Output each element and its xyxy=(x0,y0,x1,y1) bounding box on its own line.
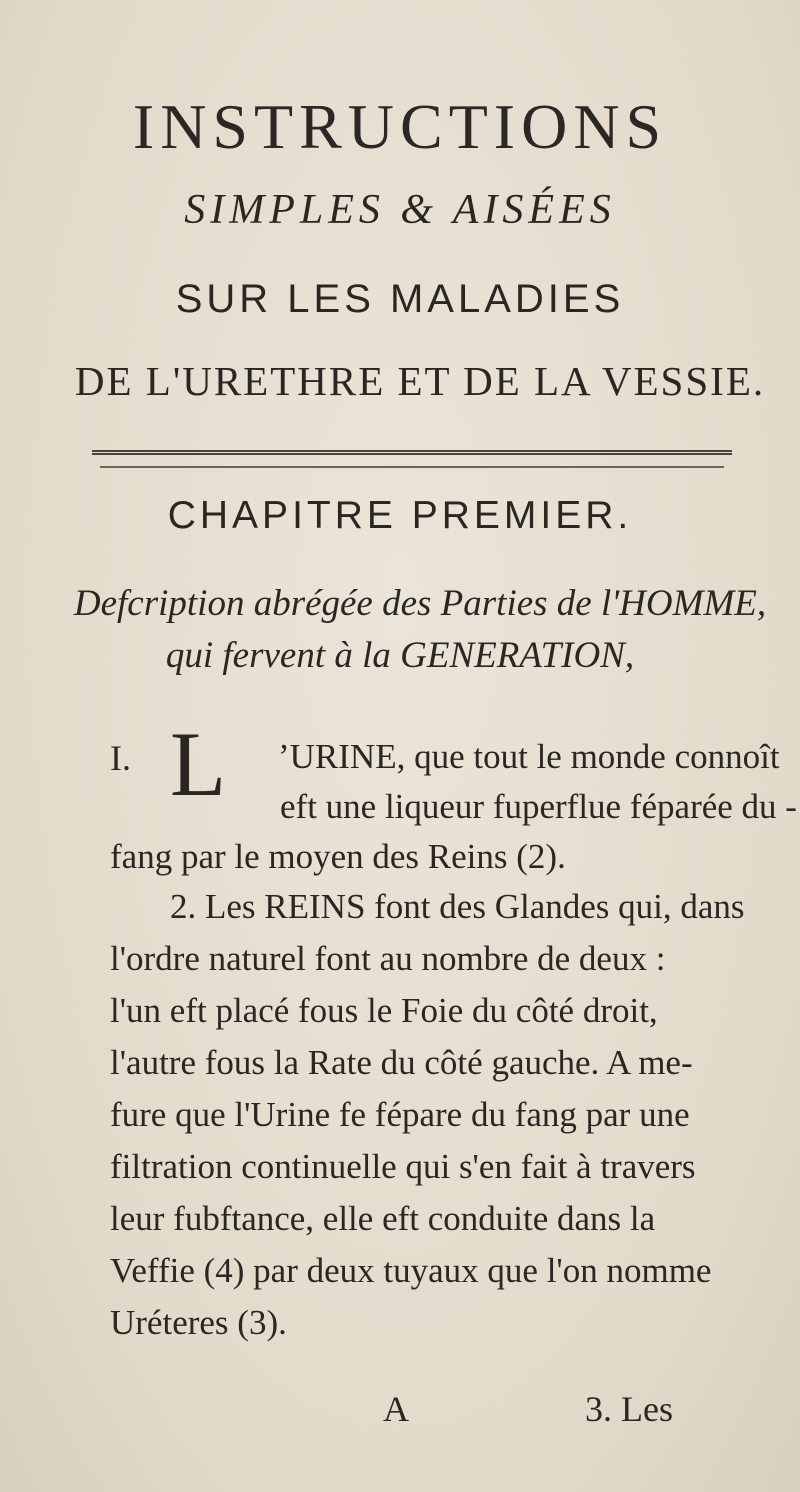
text-line: 2. Les REINS font des Glandes qui, dans xyxy=(170,887,745,926)
chapter-description-line-2: qui fervent à la GENERATION, xyxy=(165,635,635,676)
text-line: l'un eft placé fous le Foie du côté droit, xyxy=(110,991,658,1030)
text-line: l'autre fous la Rate du côté gauche. A me- xyxy=(110,1043,693,1082)
title-line-3: SUR LES MALADIES xyxy=(175,277,625,321)
text-line: l'ordre naturel font au nombre de deux : xyxy=(110,939,666,978)
text-line: eft une liqueur fuperflue féparée du - xyxy=(280,787,797,826)
subtitle: SIMPLES & AISÉES xyxy=(184,187,616,233)
text-line: Uréteres (3). xyxy=(110,1303,287,1342)
chapter-description-line-1: Defcription abrégée des Parties de l'HOMME, xyxy=(73,583,767,624)
paragraph-number: I. xyxy=(110,738,131,778)
text-line: fure que l'Urine fe fépare du fang par une xyxy=(110,1095,690,1134)
title-line-4: DE L'URETHRE ET DE LA VESSIE. xyxy=(74,358,766,404)
ornamental-rule xyxy=(92,450,732,459)
main-title: INSTRUCTIONS xyxy=(132,91,668,162)
text-line: filtration continuelle qui s'en fait à travers xyxy=(110,1147,696,1186)
text-line: leur fubftance, elle eft conduite dans la xyxy=(110,1199,656,1238)
text-line: ’URINE, que tout le monde connoît xyxy=(278,737,780,776)
signature-mark: A xyxy=(383,1389,409,1429)
catchword: 3. Les xyxy=(585,1389,673,1429)
drop-cap: L xyxy=(170,713,227,815)
chapter-heading: CHAPITRE PREMIER. xyxy=(167,494,633,537)
text-line: Veffie (4) par deux tuyaux que l'on nomme xyxy=(110,1251,712,1290)
divider-rule xyxy=(100,466,724,468)
text-line: fang par le moyen des Reins (2). xyxy=(110,837,566,876)
